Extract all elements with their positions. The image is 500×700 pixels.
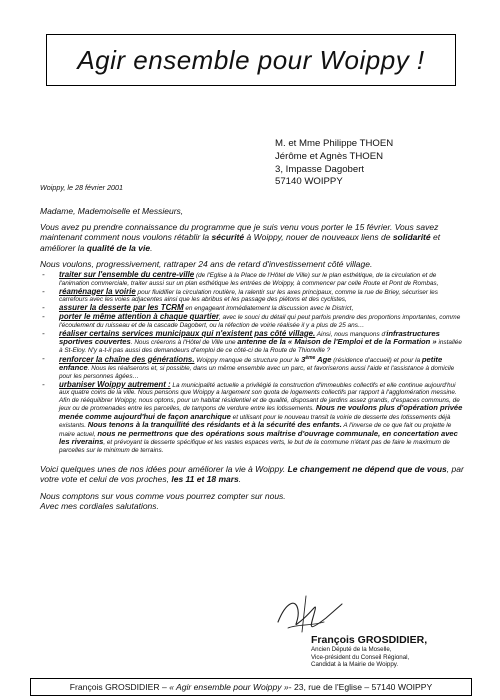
regards-line: Avec mes cordiales salutations. bbox=[40, 500, 159, 511]
item-superscript: ème bbox=[305, 354, 316, 361]
item-lead: porter le même attention à chaque quartier bbox=[59, 312, 220, 322]
list-item bbox=[40, 355, 467, 381]
closing-paragraph bbox=[40, 464, 467, 484]
recipient-line: M. et Mme Philippe THOEN bbox=[275, 138, 394, 149]
handwritten-signature bbox=[268, 592, 348, 636]
keyword-qualite: qualité de la vie bbox=[86, 242, 151, 253]
intro-paragraph bbox=[40, 222, 467, 253]
item-text: A l'inverse de ce que fait ou projette le maire actuel, bbox=[59, 422, 452, 438]
signatory-role: Vice-président du Conseil Régional, bbox=[311, 653, 410, 661]
list-item bbox=[40, 271, 467, 287]
footer-slogan: « Agir ensemble pour Woippy » bbox=[169, 682, 289, 692]
item-emphasis: nous ne permettrons que des opérations sous maîtrise d'ouvrage communale, en concertation avec les riverains bbox=[59, 428, 458, 447]
signatory-role: Candidat à la Mairie de Woippy. bbox=[311, 661, 399, 669]
item-text: en engageant immédiatement la discussion avec le District, bbox=[183, 305, 354, 313]
item-text: , avec le souci du détail qui peut parfois prendre des proportions importantes, comme l'écoulement du ruisseau et de la cascade Dagobert, ou la réfection de voirie réalisée il y a plus de 25 ans… bbox=[59, 314, 461, 329]
item-lead: réaliser certains services municipaux qui n'existent pas côté village. bbox=[59, 328, 316, 338]
item-emphasis: infrastructures sportives couvertes bbox=[59, 328, 440, 347]
keyword-solidarite: solidarité bbox=[392, 232, 431, 243]
letter-title: Agir ensemble pour Woippy ! bbox=[77, 44, 425, 75]
salutation: Madame, Mademoiselle et Messieurs, bbox=[40, 206, 184, 216]
closing-emphasis: les 11 et 18 mars bbox=[171, 474, 239, 485]
signatory-name: François GROSDIDIER, bbox=[311, 634, 428, 646]
list-item bbox=[40, 381, 467, 455]
goal-paragraph: Nous voulons, progressivement, rattraper 24 ans de retard d'investissement côté village. bbox=[40, 258, 373, 269]
item-emphasis: Nous tenons à la tranquillité des résidants et à la sécurité des enfants. bbox=[87, 420, 342, 430]
signatory-block bbox=[311, 634, 427, 669]
list-item bbox=[40, 313, 467, 329]
item-lead: réaménager la voirie bbox=[59, 286, 136, 296]
intro-text: à Woippy, nouer de nouveaux liens de bbox=[244, 232, 393, 243]
item-text: installée à St-Eloy. N'y a-t-il pas aussi des demandeurs d'emploi de ce côté-ci de la Route de Thionville ? bbox=[59, 339, 462, 354]
recipient-line: 57140 WOIPPY bbox=[275, 176, 343, 188]
item-text: Ainsi, nous manquons d' bbox=[315, 330, 387, 338]
item-emphasis: petite enfance bbox=[59, 354, 443, 373]
item-text: pour fluidifier la circulation routière, la ralentir sur les axes principaux, comme la rue de Briey, sécuriser les carrefours avec les voies adjacentes ainsi que les abribus et les passage des piétons et des cyclistes, bbox=[59, 288, 438, 304]
recipient-line: 3, Impasse Dagobert bbox=[275, 163, 365, 175]
keyword-securite: sécurité bbox=[211, 232, 245, 243]
footer-address-bar bbox=[30, 678, 472, 696]
footer-address: - 23, rue de l'Eglise – 57140 WOIPPY bbox=[288, 682, 433, 692]
intro-text: Vous savez maintenant comment nous voulons rétablir la bbox=[40, 222, 439, 243]
item-emphasis: Nous ne voulons plus d'opération privée menée comme aujourd'hui de façon anarchique bbox=[59, 403, 463, 421]
signatory-role: Ancien Député de la Moselle, bbox=[311, 646, 392, 653]
recipient-address bbox=[275, 138, 393, 189]
item-text: . Nous créerons à l'Hôtel de Ville une bbox=[130, 339, 238, 347]
list-item bbox=[40, 330, 467, 355]
recipient-line: Jérôme et Agnès THOEN bbox=[275, 150, 384, 162]
item-text: Woippy manque de structure pour le bbox=[194, 356, 302, 364]
item-text: et utilisant pour le nouveau transit la voirie de desserte des lotissements déjà existants. bbox=[59, 413, 451, 430]
closing-emphasis: Le changement ne dépend que de vous bbox=[287, 464, 447, 475]
footer-name: François GROSDIDIER – bbox=[69, 682, 167, 692]
item-emphasis: antenne de la « Maison de l'Emploi et de la Formation » bbox=[237, 337, 437, 347]
item-lead: urbaniser Woippy autrement : bbox=[59, 379, 171, 389]
item-emphasis: Age bbox=[315, 354, 332, 364]
item-text: , et prévoyant la desserte spécifique et les vastes espaces verts, le but de la commune n'étant pas de faire le maximum de parcelles sur le minimum de terrains. bbox=[59, 439, 450, 454]
program-list bbox=[40, 271, 467, 454]
item-text: (résidence d'accueil) et pour la bbox=[331, 356, 422, 364]
item-text: . Nous les réaliserons et, si possible, dans un même ensemble avec un parc, et favoriserons aussi l'aide et l'assistance à domicile pour les personnes âgées… bbox=[59, 365, 455, 380]
closing-text: Voici quelques unes de nos idées pour améliorer la vie à Woippy. bbox=[40, 464, 288, 475]
intro-text: Vous avez pu prendre connaissance du programme que je suis venu vous porter le 15 février. bbox=[40, 222, 393, 233]
letter-body bbox=[40, 206, 467, 511]
letter-date: Woippy, le 28 février 2001 bbox=[40, 183, 123, 192]
count-on-line: Nous comptons sur vous comme vous pourrez compter sur nous. bbox=[40, 490, 286, 501]
item-lead: assurer la desserte par les TCRM bbox=[59, 303, 184, 313]
item-lead: traiter sur l'ensemble du centre-ville bbox=[59, 270, 195, 280]
item-text: La municipalité actuelle a privilégié la construction d'immeubles collectifs et elle continue aujourd'hui aux quatre coins de la ville. Nous pensons que Woippy a largement son quota de logements collectifs par rapport à l'agglomération messine. Afin de rééquilibrer Woippy, nous optons, pour un habitat résidentiel et de qualité, disposant de jardins assez grands, d'espaces communs, de jeux ou de promenades entre les parcelles, de tampons de verdure entre les lotissements. bbox=[59, 381, 460, 413]
intro-text: et améliorer la bbox=[40, 232, 441, 253]
item-emphasis: 3 bbox=[301, 354, 306, 364]
intro-text: . bbox=[150, 242, 153, 253]
closing-text: . bbox=[238, 474, 242, 485]
title-banner bbox=[46, 34, 456, 86]
list-item bbox=[40, 288, 467, 304]
closing-text: , par votre vote et celui de vos proches, bbox=[40, 464, 464, 485]
item-text: (de l'Eglise à la Place de l'Hôtel de Ville) sur le plan esthétique, de la circulation et de l'animation commerciale, traiter aussi sur un plan esthétique les entrées de Woippy, à commencer par celle Route et Pont de Rombas, bbox=[59, 272, 439, 287]
item-lead: renforcer la chaîne des générations. bbox=[59, 354, 195, 364]
